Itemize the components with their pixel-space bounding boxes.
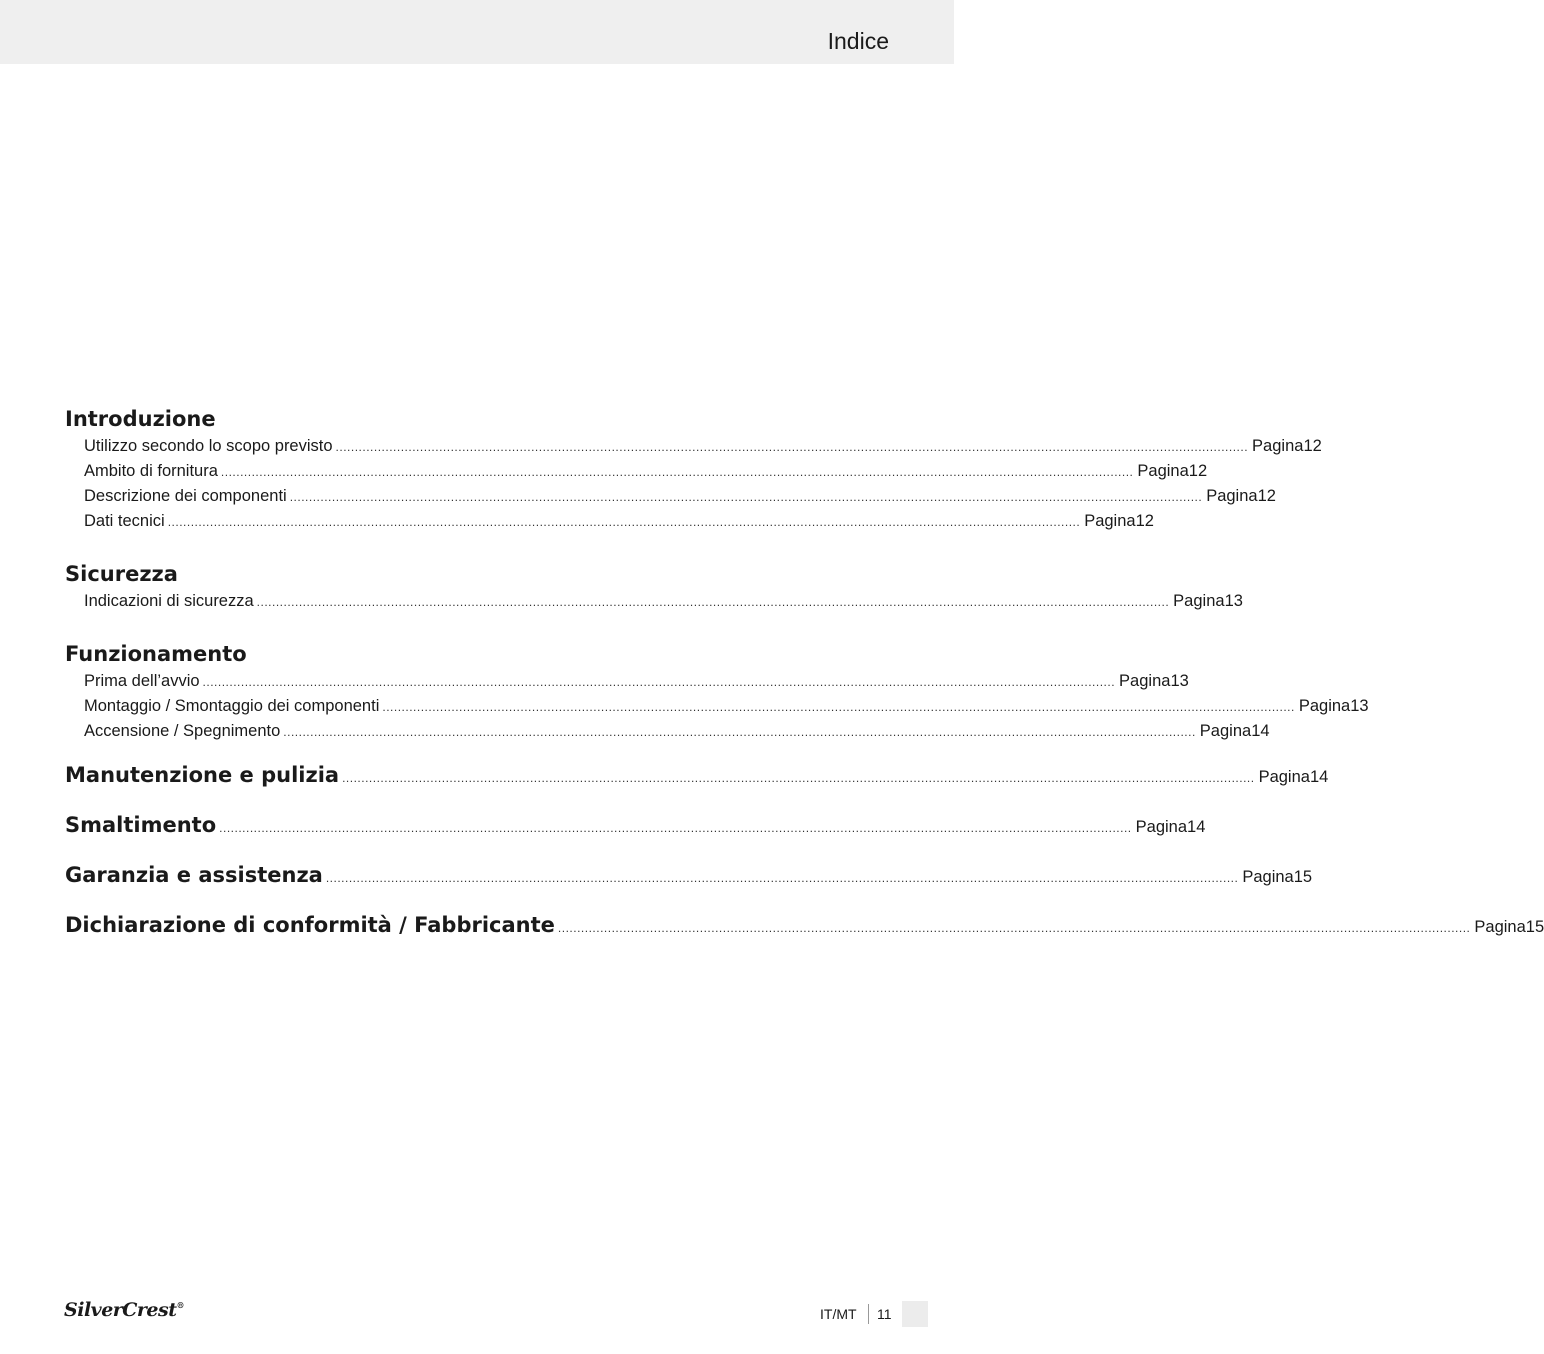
page-number: 13 [1224, 592, 1243, 610]
registered-mark: ® [176, 1300, 184, 1310]
footer-tab-marker [902, 1301, 928, 1327]
dot-leader: .............................................................................................................................................................................................................................................. [557, 921, 1471, 935]
toc-section-sicurezza [65, 559, 1243, 614]
toc-entry[interactable] [65, 589, 1243, 614]
section-heading: Funzionamento [65, 642, 247, 666]
toc-section-funzionamento [65, 639, 1369, 744]
toc-entry-title: Montaggio / Smontaggio dei componenti [84, 697, 380, 715]
dot-leader: .............................................................................................................................................................................................................................................. [335, 440, 1249, 454]
toc-main-entry-title: Manutenzione e pulizia [65, 763, 340, 787]
page-label: Pagina [1252, 437, 1304, 455]
page-label: Pagina [1474, 918, 1526, 936]
page-number: 12 [1303, 437, 1322, 455]
page-number: 14 [1309, 768, 1329, 786]
language-code: IT/MT [820, 1306, 857, 1322]
toc-main-entry[interactable] [65, 860, 1313, 910]
page-number: 12 [1135, 512, 1154, 530]
dot-leader: .............................................................................................................................................................................................................................................. [325, 871, 1239, 885]
section-gap [65, 744, 889, 760]
page-label: Pagina [1173, 592, 1225, 610]
toc-entry-title: Ambito di fornitura [84, 462, 218, 480]
dot-leader: .............................................................................................................................................................................................................................................. [167, 515, 1081, 529]
brand-name: SilverCrest [64, 1299, 177, 1321]
section-heading: Sicurezza [65, 562, 178, 586]
page-number: 12 [1257, 487, 1276, 505]
section-gap [65, 534, 889, 559]
dot-leader: .............................................................................................................................................................................................................................................. [220, 465, 1134, 479]
dot-leader: .............................................................................................................................................................................................................................................. [219, 821, 1132, 835]
toc-entry[interactable] [65, 694, 1369, 719]
page-number-footer: 11 [877, 1306, 892, 1322]
toc-entry[interactable] [65, 719, 1270, 744]
page-label: Pagina [1119, 672, 1171, 690]
toc-entry-title: Indicazioni di sicurezza [84, 592, 254, 610]
toc-entry-title: Utilizzo secondo lo scopo previsto [84, 437, 333, 455]
dot-leader: .............................................................................................................................................................................................................................................. [256, 595, 1170, 609]
dot-leader: .............................................................................................................................................................................................................................................. [283, 725, 1196, 739]
toc-main-entry[interactable] [65, 760, 1329, 810]
toc-entry-title: Descrizione dei componenti [84, 487, 287, 505]
section-heading: Introduzione [65, 407, 216, 431]
dot-leader: .............................................................................................................................................................................................................................................. [342, 771, 1255, 785]
toc-main-entry[interactable] [65, 810, 1206, 860]
toc-section-introduzione [65, 404, 1322, 534]
toc-main-entry-title: Dichiarazione di conformità / Fabbricante [65, 913, 555, 937]
page-label: Pagina [1242, 868, 1294, 886]
page-number: 14 [1187, 818, 1206, 836]
dot-leader: .............................................................................................................................................................................................................................................. [289, 490, 1203, 504]
page-title: Indice [827, 28, 889, 54]
dot-leader: .............................................................................................................................................................................................................................................. [382, 700, 1295, 714]
page-number: 14 [1251, 722, 1270, 740]
toc-entry-title: Prima dell’avvio [84, 672, 200, 690]
toc-main-entry-title: Garanzia e assistenza [65, 863, 323, 887]
page-label: Pagina [1258, 768, 1310, 786]
toc-main-entry-title: Smaltimento [65, 813, 217, 837]
toc-entry-title: Accensione / Spegnimento [84, 722, 281, 740]
page-number: 12 [1188, 462, 1208, 480]
section-gap [65, 614, 889, 639]
page-number: 13 [1170, 672, 1189, 690]
page-number: 13 [1350, 697, 1369, 715]
page-label: Pagina [1135, 818, 1188, 836]
toc-main-entry[interactable] [65, 910, 1544, 960]
page-label: Pagina [1199, 722, 1252, 740]
page-label: Pagina [1137, 462, 1189, 480]
toc-entry[interactable] [65, 509, 1154, 534]
table-of-contents [65, 404, 1544, 960]
page-label: Pagina [1298, 697, 1351, 715]
footer-divider [868, 1304, 869, 1324]
dot-leader: .............................................................................................................................................................................................................................................. [202, 675, 1116, 689]
toc-entry[interactable] [65, 484, 1276, 509]
page-number: 15 [1293, 868, 1313, 886]
toc-entry-title: Dati tecnici [84, 512, 165, 530]
page-number: 15 [1525, 918, 1544, 936]
toc-entry[interactable] [65, 434, 1322, 459]
brand-logo [64, 1299, 184, 1321]
header-band [0, 0, 954, 64]
page-label: Pagina [1084, 512, 1136, 530]
toc-entry[interactable] [65, 669, 1189, 694]
toc-entry[interactable] [65, 459, 1208, 484]
page-label: Pagina [1206, 487, 1258, 505]
